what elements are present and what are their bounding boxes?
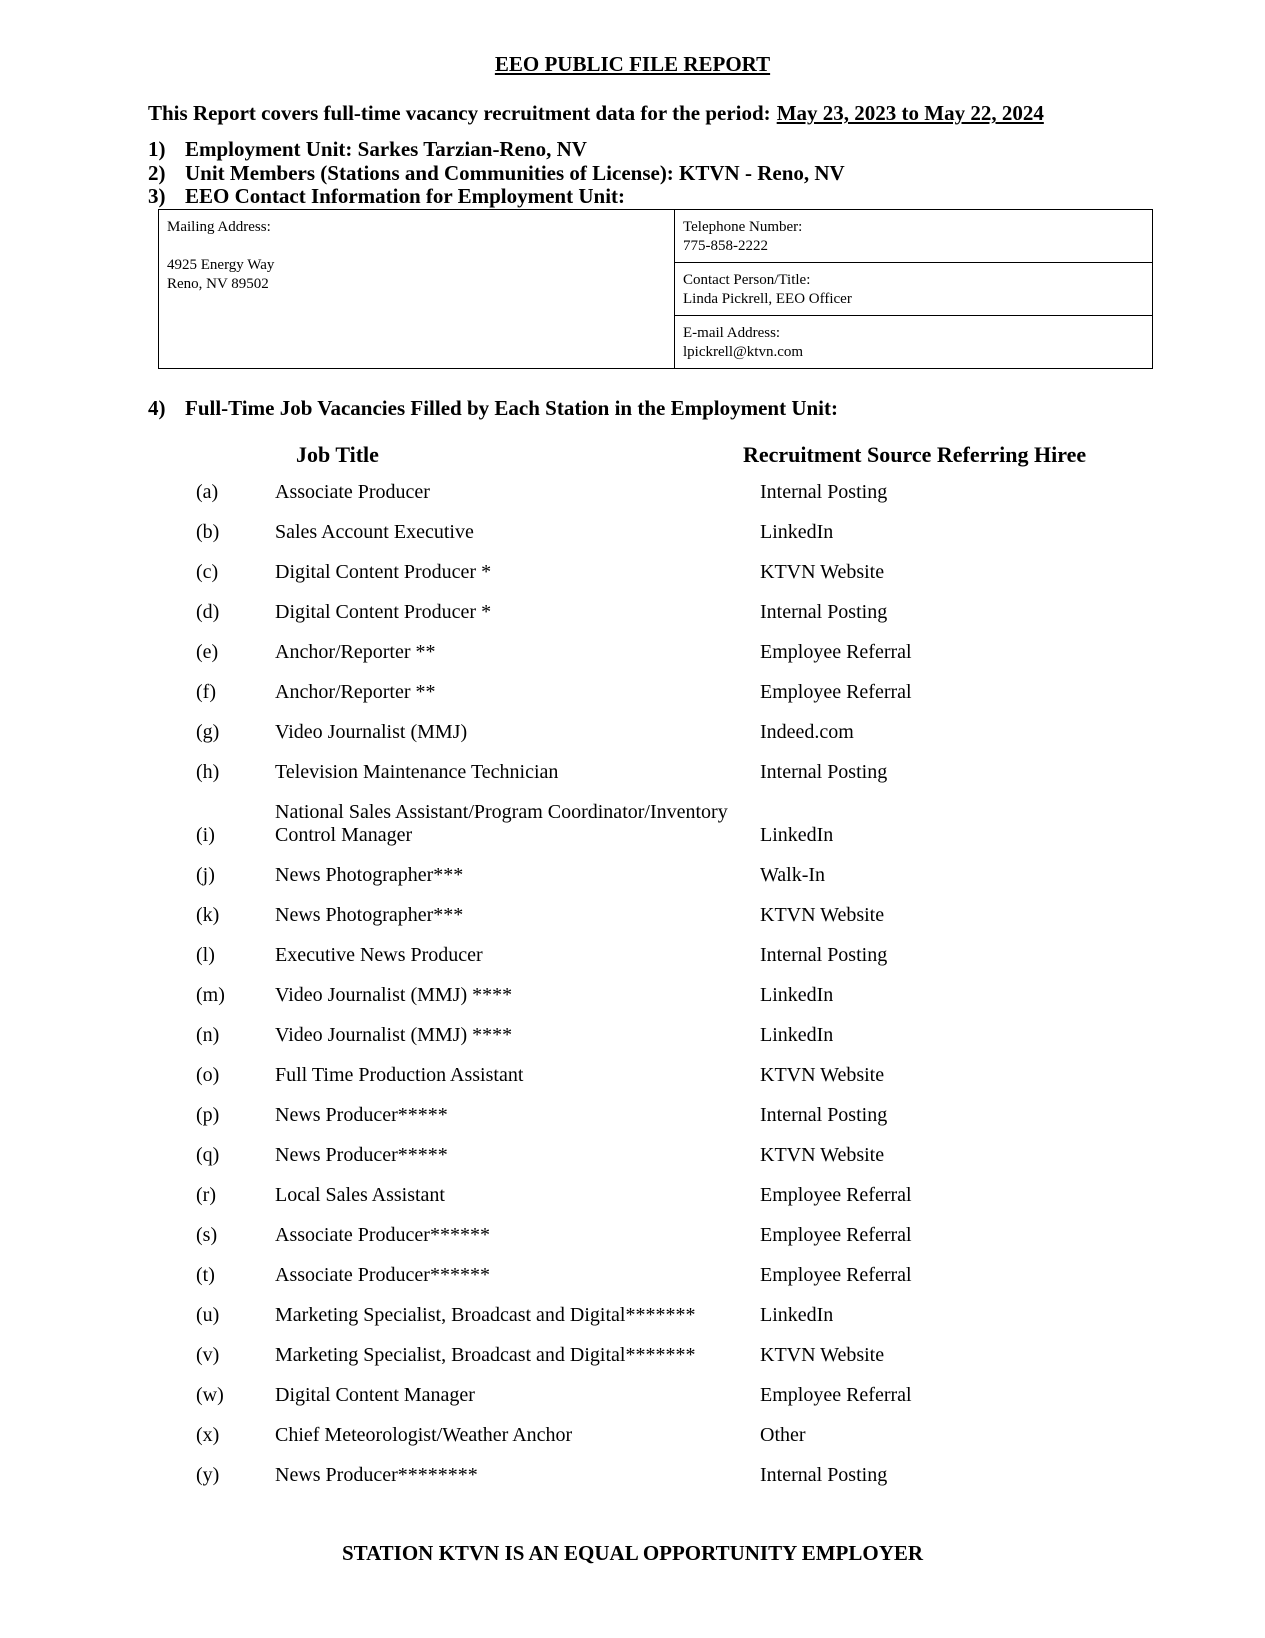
job-row <box>0 1381 1265 1421</box>
job-letter: (r) <box>196 1184 216 1206</box>
job-source: Walk-In <box>760 864 826 886</box>
job-letter: (n) <box>196 1024 220 1046</box>
job-source: LinkedIn <box>760 824 834 846</box>
job-title: News Producer******** <box>275 1464 478 1486</box>
job-title: Marketing Specialist, Broadcast and Digital******* <box>275 1344 696 1366</box>
job-source: Other <box>760 1424 806 1446</box>
job-row <box>0 478 1265 518</box>
employment-unit <box>148 137 587 162</box>
job-row <box>0 1221 1265 1261</box>
job-row <box>0 1341 1265 1381</box>
job-title: Video Journalist (MMJ) **** <box>275 1024 513 1046</box>
item-text: Unit Members (Stations and Communities of License): KTVN - Reno, NV <box>185 161 845 185</box>
job-row <box>0 1181 1265 1221</box>
address-line-2: Reno, NV 89502 <box>167 276 269 292</box>
job-letter: (f) <box>196 681 216 703</box>
job-title: Associate Producer <box>275 481 430 503</box>
vacancies-heading <box>148 396 838 421</box>
job-letter: (k) <box>196 904 220 926</box>
job-source: Internal Posting <box>760 601 888 623</box>
job-title: News Producer***** <box>275 1144 448 1166</box>
job-row <box>0 798 1265 861</box>
mailing-address-label: Mailing Address: <box>167 219 271 235</box>
job-title: Associate Producer****** <box>275 1224 490 1246</box>
job-letter: (x) <box>196 1424 220 1446</box>
job-source: LinkedIn <box>760 984 834 1006</box>
job-letter: (g) <box>196 721 220 743</box>
job-source: LinkedIn <box>760 1024 834 1046</box>
job-title: Full Time Production Assistant <box>275 1064 524 1086</box>
job-title: Video Journalist (MMJ) <box>275 721 468 743</box>
email-cell <box>675 316 1152 369</box>
report-period <box>148 101 1044 126</box>
job-title: Associate Producer****** <box>275 1264 490 1286</box>
job-source: Internal Posting <box>760 481 888 503</box>
job-row <box>0 1101 1265 1141</box>
job-title: Executive News Producer <box>275 944 483 966</box>
item-number: 1) <box>148 137 166 161</box>
job-row <box>0 1061 1265 1101</box>
job-letter: (s) <box>196 1224 218 1246</box>
job-title: Local Sales Assistant <box>275 1184 445 1206</box>
item-text: Full-Time Job Vacancies Filled by Each Station in the Employment Unit: <box>185 396 838 420</box>
job-letter: (m) <box>196 984 225 1006</box>
period-lead: This Report covers full-time vacancy recruitment data for the period: <box>148 101 771 125</box>
job-letter: (o) <box>196 1064 220 1086</box>
job-source: KTVN Website <box>760 1064 885 1086</box>
period-dates: May 23, 2023 to May 22, 2024 <box>776 101 1044 125</box>
job-source: Employee Referral <box>760 1384 912 1406</box>
job-vacancy-list <box>0 478 1265 1501</box>
contact-person-cell <box>675 263 1152 316</box>
job-source: LinkedIn <box>760 1304 834 1326</box>
eeo-contact-heading <box>148 184 625 209</box>
telephone-number: 775-858-2222 <box>683 238 768 254</box>
job-title: News Photographer*** <box>275 864 464 886</box>
job-row <box>0 1021 1265 1061</box>
job-row <box>0 1421 1265 1461</box>
job-title: News Photographer*** <box>275 904 464 926</box>
job-letter: (b) <box>196 521 220 543</box>
job-title: Chief Meteorologist/Weather Anchor <box>275 1424 573 1446</box>
job-title: National Sales Assistant/Program Coordinator/Inventory Control Manager <box>275 801 728 846</box>
job-source: KTVN Website <box>760 561 885 583</box>
item-number: 3) <box>148 184 166 208</box>
job-row <box>0 558 1265 598</box>
item-text: EEO Contact Information for Employment Unit: <box>185 184 626 208</box>
job-row <box>0 941 1265 981</box>
item-text: Employment Unit: Sarkes Tarzian-Reno, NV <box>185 137 587 161</box>
job-title: Digital Content Manager <box>275 1384 475 1406</box>
job-source: Internal Posting <box>760 761 888 783</box>
job-source: Internal Posting <box>760 1464 888 1486</box>
report-title: EEO PUBLIC FILE REPORT <box>494 52 771 76</box>
job-letter: (l) <box>196 944 215 966</box>
job-row <box>0 1461 1265 1501</box>
job-title: Sales Account Executive <box>275 521 474 543</box>
job-row <box>0 518 1265 558</box>
job-title: Digital Content Producer * <box>275 601 492 623</box>
job-row <box>0 981 1265 1021</box>
job-source: LinkedIn <box>760 521 834 543</box>
job-letter: (j) <box>196 864 215 886</box>
job-letter: (v) <box>196 1344 220 1366</box>
email-address: lpickrell@ktvn.com <box>683 344 804 360</box>
job-source: Indeed.com <box>760 721 854 743</box>
recruitment-source-header: Recruitment Source Referring Hiree <box>743 442 1087 467</box>
job-row <box>0 678 1265 718</box>
job-title: Marketing Specialist, Broadcast and Digital******* <box>275 1304 696 1326</box>
item-number: 2) <box>148 161 166 185</box>
job-letter: (y) <box>196 1464 220 1486</box>
job-source: Employee Referral <box>760 1184 912 1206</box>
job-source: KTVN Website <box>760 904 885 926</box>
job-title: News Producer***** <box>275 1104 448 1126</box>
job-source: Internal Posting <box>760 944 888 966</box>
telephone-label: Telephone Number: <box>683 219 803 235</box>
address-line-1: 4925 Energy Way <box>167 257 275 273</box>
job-row <box>0 1141 1265 1181</box>
job-letter: (i) <box>196 824 215 846</box>
eoe-statement: STATION KTVN IS AN EQUAL OPPORTUNITY EMPLOYER <box>341 1541 924 1565</box>
job-title: Anchor/Reporter ** <box>275 681 436 703</box>
telephone-cell <box>675 210 1152 263</box>
item-number: 4) <box>148 396 166 420</box>
job-letter: (p) <box>196 1104 220 1126</box>
job-letter: (t) <box>196 1264 215 1286</box>
job-row <box>0 1261 1265 1301</box>
job-row <box>0 598 1265 638</box>
email-label: E-mail Address: <box>683 325 781 341</box>
contact-person-label: Contact Person/Title: <box>683 272 811 288</box>
job-source: Employee Referral <box>760 641 912 663</box>
job-row <box>0 758 1265 798</box>
job-letter: (c) <box>196 561 219 583</box>
contact-person: Linda Pickrell, EEO Officer <box>683 291 852 307</box>
job-letter: (w) <box>196 1384 224 1406</box>
job-title: Video Journalist (MMJ) **** <box>275 984 513 1006</box>
job-row <box>0 901 1265 941</box>
job-row <box>0 718 1265 758</box>
job-source: KTVN Website <box>760 1144 885 1166</box>
job-source: KTVN Website <box>760 1344 885 1366</box>
job-row <box>0 861 1265 901</box>
unit-members <box>148 161 845 186</box>
mailing-address-cell <box>159 210 675 368</box>
job-letter: (u) <box>196 1304 220 1326</box>
job-letter: (q) <box>196 1144 220 1166</box>
job-title-header: Job Title <box>296 442 379 467</box>
job-letter: (d) <box>196 601 220 623</box>
job-letter: (h) <box>196 761 220 783</box>
job-source: Employee Referral <box>760 1264 912 1286</box>
contact-info-table <box>158 209 1153 369</box>
job-row <box>0 1301 1265 1341</box>
job-source: Internal Posting <box>760 1104 888 1126</box>
job-source: Employee Referral <box>760 1224 912 1246</box>
job-source: Employee Referral <box>760 681 912 703</box>
job-title: Digital Content Producer * <box>275 561 492 583</box>
job-title: Anchor/Reporter ** <box>275 641 436 663</box>
job-title: Television Maintenance Technician <box>275 761 559 783</box>
job-row <box>0 638 1265 678</box>
job-letter: (e) <box>196 641 219 663</box>
job-letter: (a) <box>196 481 219 503</box>
